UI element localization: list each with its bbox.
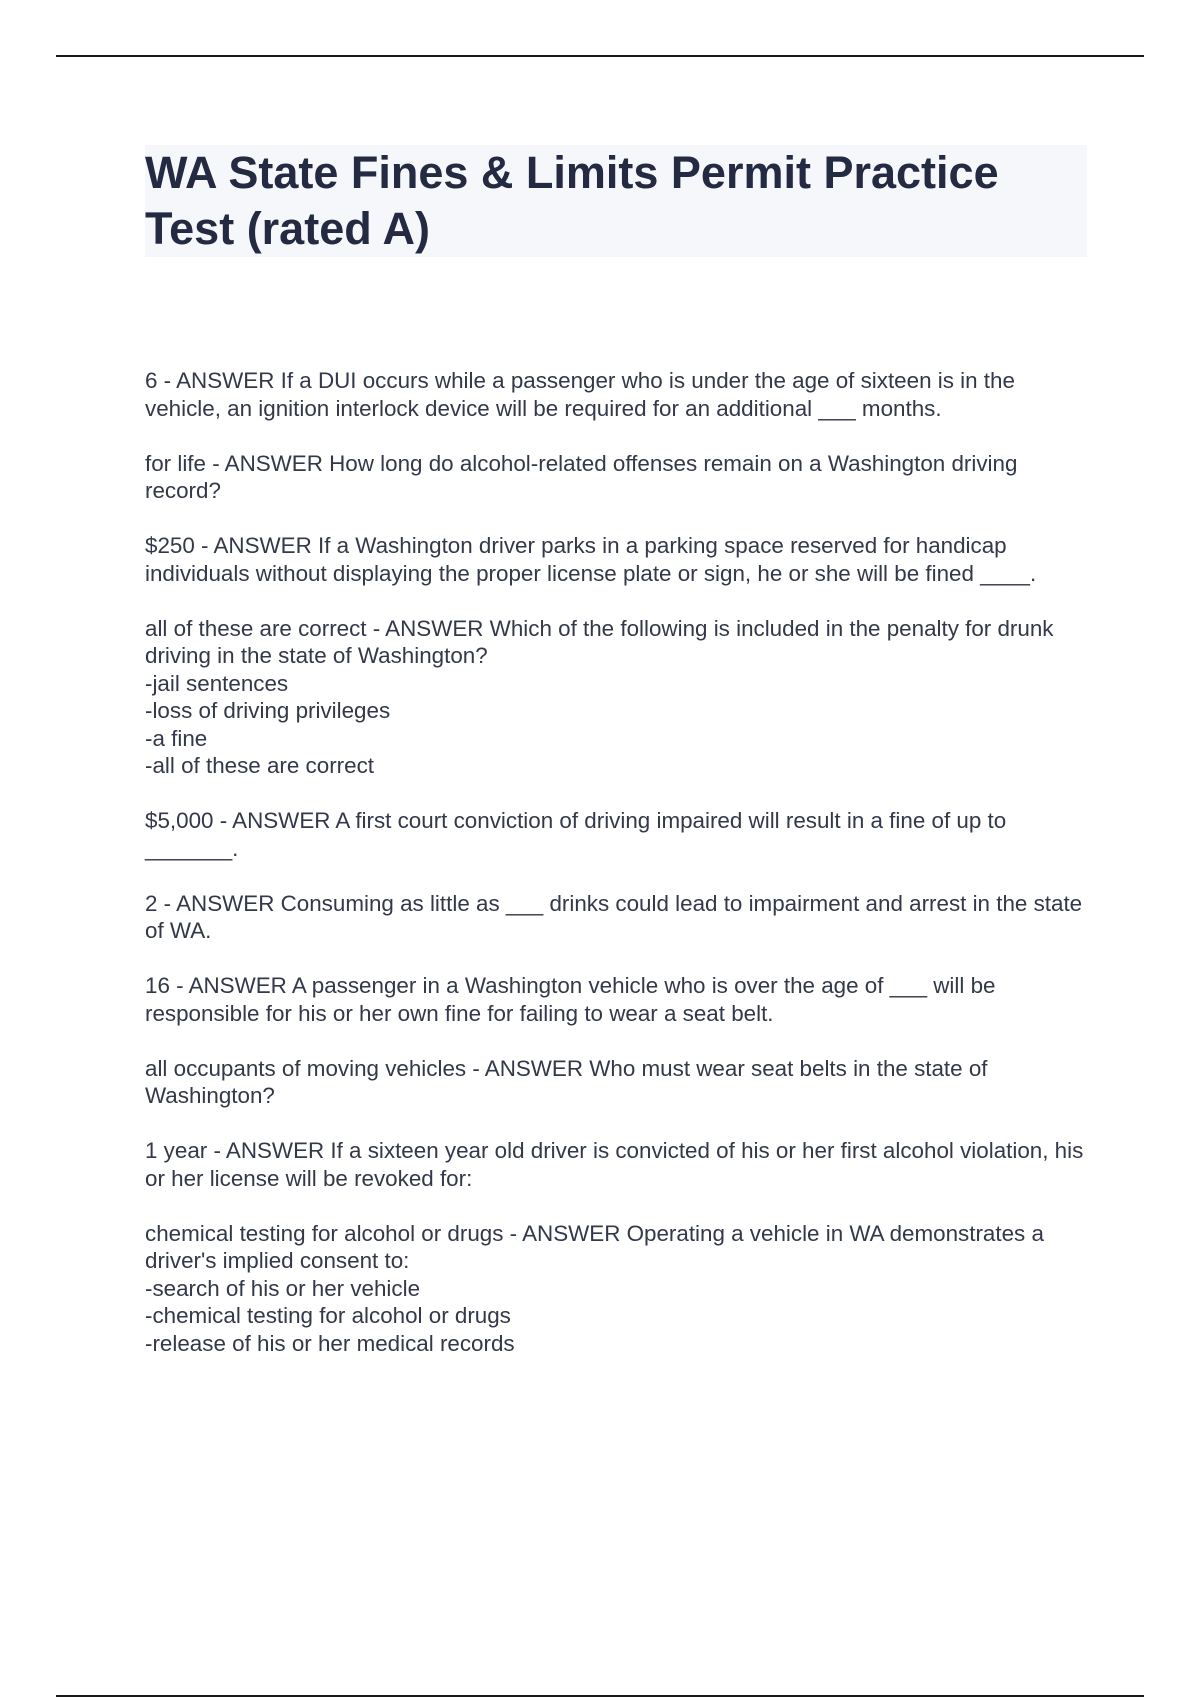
qa-option: -jail sentences: [145, 670, 289, 696]
qa-item-text: 6 - ANSWER If a DUI occurs while a passenger who is under the age of sixteen is in the vehicle, an ignition interlock device will be required for an additional ___ months.: [145, 368, 1015, 421]
qa-item-text: for life - ANSWER How long do alcohol-related offenses remain on a Washington driving record?: [145, 450, 1018, 503]
qa-item-text: 16 - ANSWER A passenger in a Washington vehicle who is over the age of ___ will be responsible for his or her own fine for failing to wear a seat belt.: [145, 973, 996, 1026]
title-block: [145, 145, 1087, 257]
qa-item-text: 1 year - ANSWER If a sixteen year old driver is convicted of his or her first alcohol violation, his or her license will be revoked for:: [145, 1138, 1084, 1191]
qa-item-5: [145, 807, 1090, 862]
qa-item-text: $250 - ANSWER If a Washington driver parks in a parking space reserved for handicap individuals without displaying the proper license plate or sign, he or she will be fined ____.: [145, 533, 1037, 586]
qa-item-1: [145, 367, 1090, 422]
qa-item-9: [145, 1137, 1090, 1192]
qa-item-2: [145, 450, 1090, 505]
qa-option: -loss of driving privileges: [145, 698, 391, 723]
top-rule: [56, 55, 1144, 57]
qa-item-6: [145, 890, 1090, 945]
qa-option: -chemical testing for alcohol or drugs: [145, 1303, 511, 1328]
qa-item-4: [145, 615, 1090, 780]
qa-option: -all of these are correct: [145, 753, 374, 778]
qa-item-7: [145, 972, 1090, 1027]
qa-item-text: all occupants of moving vehicles - ANSWER Who must wear seat belts in the state of Washington?: [145, 1055, 988, 1108]
qa-item-text: $5,000 - ANSWER A first court conviction of driving impaired will result in a fine of up to _______.: [145, 808, 1007, 861]
qa-option: -a fine: [145, 725, 208, 751]
qa-item-3: [145, 532, 1090, 587]
page-title: WA State Fines & Limits Permit Practice Test (rated A): [145, 147, 999, 254]
qa-option: -release of his or her medical records: [145, 1330, 515, 1356]
bottom-rule: [56, 1695, 1144, 1697]
qa-item-text: all of these are correct - ANSWER Which of the following is included in the penalty for drunk driving in the state of Washington?: [145, 615, 1054, 668]
qa-item-text: chemical testing for alcohol or drugs - ANSWER Operating a vehicle in WA demonstrates a driver's implied consent to:: [145, 1220, 1044, 1273]
qa-list: [145, 367, 1090, 1385]
qa-option: -search of his or her vehicle: [145, 1275, 421, 1301]
qa-item-10: [145, 1220, 1090, 1358]
qa-item-8: [145, 1055, 1090, 1110]
qa-item-text: 2 - ANSWER Consuming as little as ___ drinks could lead to impairment and arrest in the state of WA.: [145, 890, 1083, 943]
